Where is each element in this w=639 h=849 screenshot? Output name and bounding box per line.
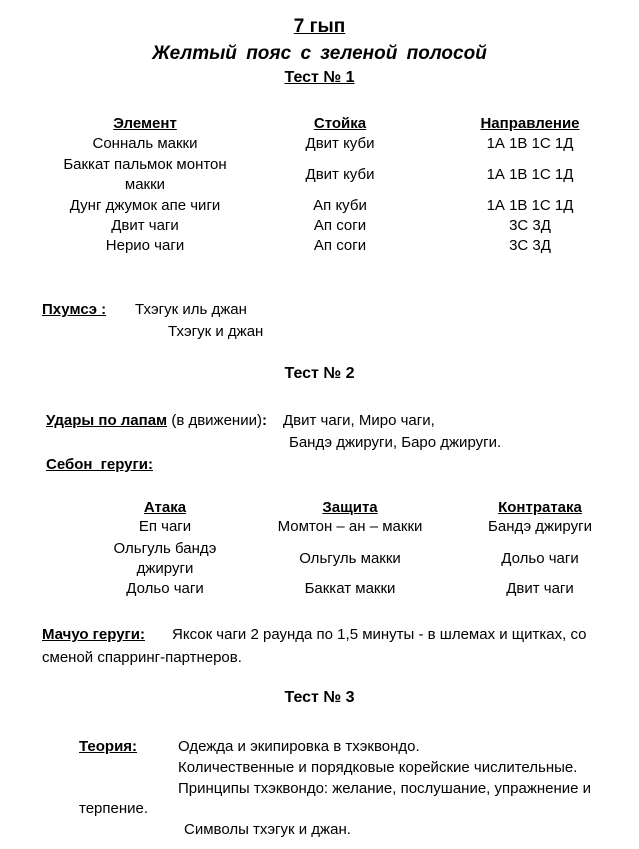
col-header-attack: Атака [143,499,187,516]
table-cell: Дольо чаги [501,550,579,567]
test1-title: Тест № 1 [284,69,355,86]
machuo-line-1: Яксок чаги 2 раунда по 1,5 минуты - в шлемах и щитках, со [172,626,587,643]
udary-line-1: Двит чаги, Миро чаги, [283,412,435,429]
table-cell: Баккат макки [304,580,396,597]
table-cell: Двит чаги [111,217,179,234]
theory-line-1: Одежда и экипировка в тхэквондо. [178,738,420,755]
col-header-element: Элемент [113,115,177,132]
belt-title: Желтый пояс с зеленой полосой [152,43,487,64]
table-cell: Ап соги [313,217,367,234]
pumse-line-1: Тхэгук иль джан [135,301,247,318]
col-header-stance: Стойка [313,115,367,132]
table-cell: Дунг джумок апе чиги [69,197,221,214]
theory-line-4: терпение. [79,800,149,817]
table-cell: 3С 3Д [509,217,551,234]
sebon-label: Себон геруги: [46,456,153,473]
test3-title: Тест № 3 [284,689,355,706]
table-cell: Ольгуль макки [299,550,401,567]
table-cell: Нерио чаги [105,237,185,254]
theory-line-3: Принципы тхэквондо: желание, послушание, упражнение и [178,780,592,797]
table-cell: Двит чаги [506,580,574,597]
pumse-label: Пхумсэ : [42,301,107,318]
col-header-defense: Защита [322,499,378,516]
grade-title: 7 гып [293,16,346,37]
pumse-line-2: Тхэгук и джан [168,323,264,340]
table-cell: Еп чаги [138,518,192,535]
theory-label: Теория: [79,738,138,755]
table-cell: 1А 1В 1С 1Д [486,197,574,214]
theory-line-2: Количественные и порядковые корейские числительные. [178,759,578,776]
table-cell: Ап куби [313,197,367,214]
udary-paren: (в движении) [167,412,262,429]
udary-colon: : [261,412,267,429]
col-header-direction: Направление [480,115,580,132]
machuo-label: Мачуо геруги: [42,626,146,643]
udary-heading [46,412,267,429]
theory-line-5: Символы тхэгук и джан. [184,821,351,838]
table-cell: Ольгуль бандэ джируги [113,540,217,577]
table-cell: Сонналь макки [92,135,198,152]
test2-title: Тест № 2 [284,365,355,382]
table-cell: Двит куби [305,135,375,152]
col-header-counter: Контратака [498,499,582,516]
table-cell: Ап соги [313,237,367,254]
table-cell: Бандэ джируги [488,518,592,535]
udary-line-2: Бандэ джируги, Баро джируги. [289,434,502,451]
table-cell: Дольо чаги [126,580,204,597]
table-cell: Двит куби [305,166,375,183]
udary-label: Удары по лапам [46,412,168,429]
table-cell: Баккат пальмок монтон макки [63,156,227,193]
table-cell: 3С 3Д [509,237,551,254]
table-cell: 1А 1В 1С 1Д [486,135,574,152]
table-cell: 1А 1В 1С 1Д [486,166,574,183]
machuo-line-2: сменой спарринг-партнеров. [42,649,242,666]
table-cell: Момтон – ан – макки [277,518,423,535]
